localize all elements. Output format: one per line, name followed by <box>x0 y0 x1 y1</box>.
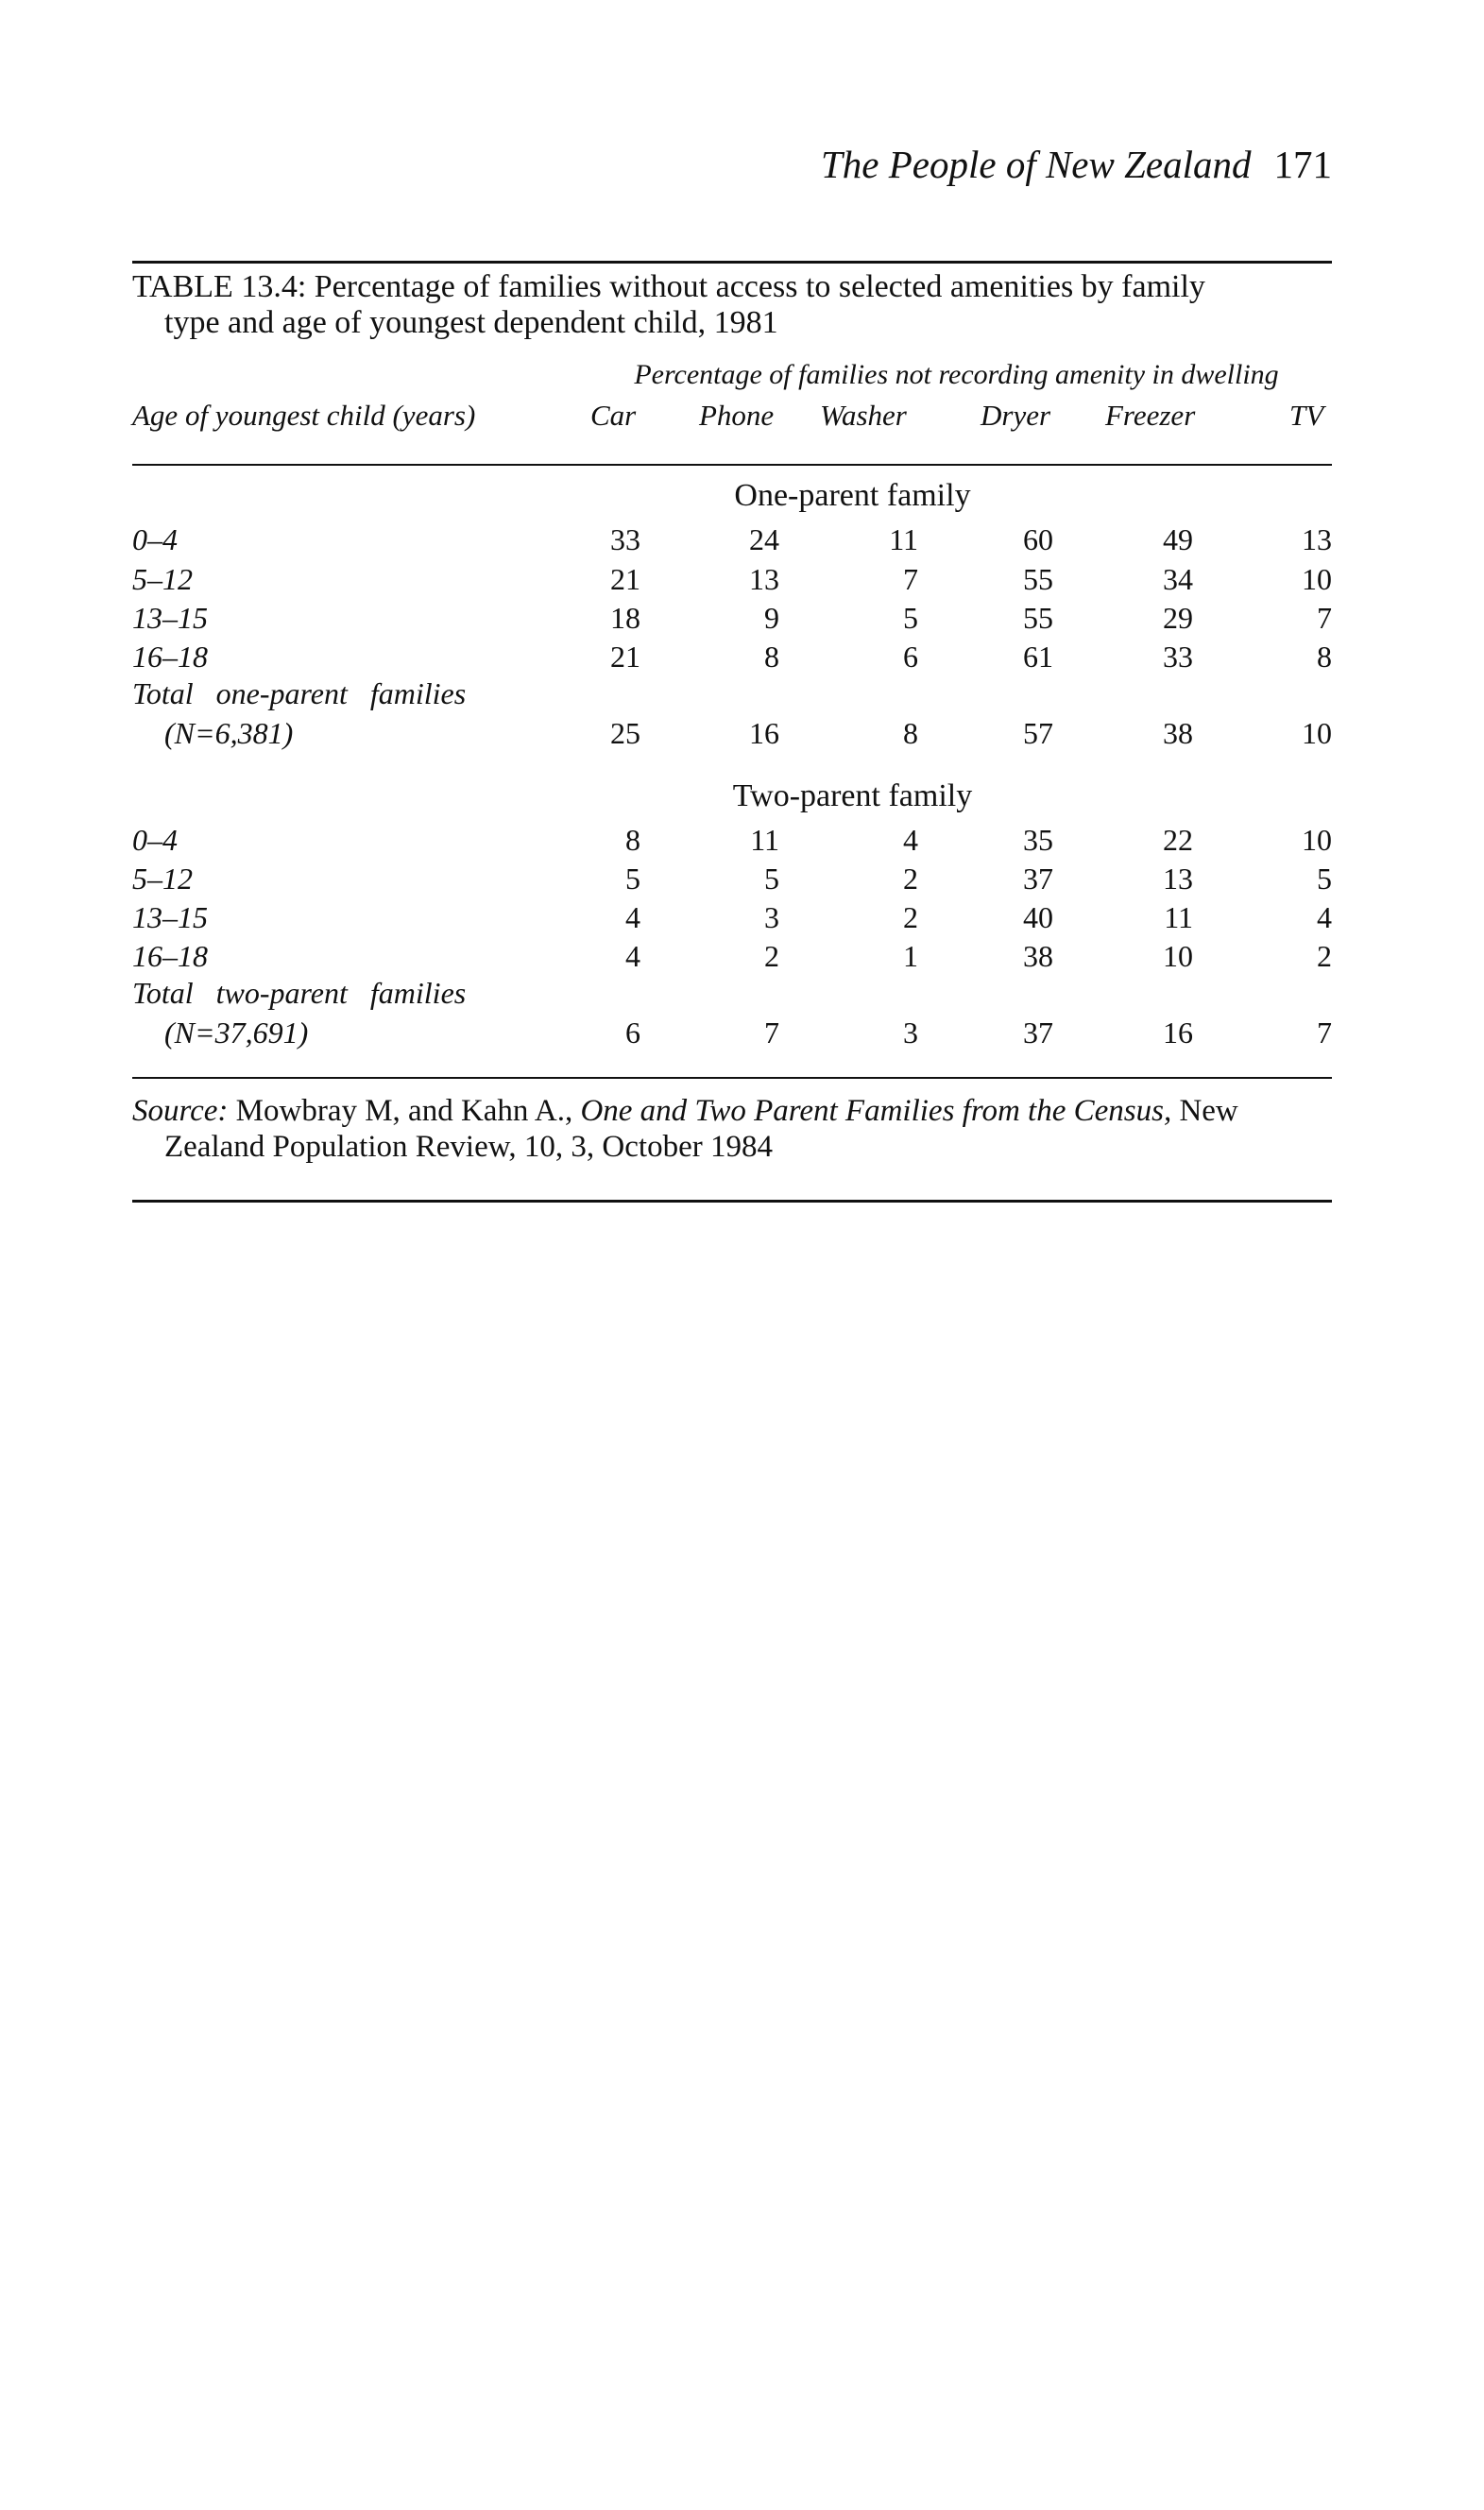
table-row <box>132 862 1332 899</box>
cell-phone: 2 <box>764 939 779 973</box>
source-note <box>132 1093 1332 1165</box>
table-row <box>132 522 1332 560</box>
footer-rule <box>132 1077 1332 1079</box>
cell-dryer: 60 <box>1023 522 1053 556</box>
cell-freezer: 34 <box>1163 562 1193 596</box>
cell-washer: 8 <box>903 716 918 750</box>
total-label-two-parent: Total two-parent families <box>132 976 467 1010</box>
row-label: 0–4 <box>132 823 178 857</box>
cell-car: 18 <box>610 601 640 635</box>
cell-tv: 8 <box>1317 640 1332 674</box>
cell-phone: 24 <box>749 522 779 556</box>
cell-tv: 7 <box>1317 1016 1332 1050</box>
cell-washer: 4 <box>903 823 918 857</box>
col-header-washer: Washer <box>820 399 907 432</box>
header-rule <box>132 464 1332 466</box>
total-label-one-parent: Total one-parent families <box>132 676 467 710</box>
cell-freezer: 11 <box>1164 900 1193 934</box>
row-label: 0–4 <box>132 522 178 556</box>
cell-car: 5 <box>625 862 640 896</box>
table-caption <box>132 269 1332 341</box>
cell-freezer: 13 <box>1163 862 1193 896</box>
cell-dryer: 40 <box>1023 900 1053 934</box>
cell-phone: 3 <box>764 900 779 934</box>
table-row <box>132 601 1332 639</box>
cell-car: 21 <box>610 562 640 596</box>
cell-car: 21 <box>610 640 640 674</box>
row-label: 5–12 <box>132 562 193 596</box>
cell-washer: 5 <box>903 601 918 635</box>
cell-dryer: 55 <box>1023 562 1053 596</box>
row-label: 5–12 <box>132 862 193 896</box>
cell-freezer: 16 <box>1163 1016 1193 1050</box>
col-header-dryer: Dryer <box>981 399 1051 432</box>
cell-freezer: 10 <box>1163 939 1193 973</box>
col-header-freezer: Freezer <box>1105 399 1196 432</box>
cell-car: 6 <box>625 1016 640 1050</box>
table-row <box>132 939 1332 977</box>
cell-washer: 3 <box>903 1016 918 1050</box>
cell-car: 33 <box>610 522 640 556</box>
cell-dryer: 61 <box>1023 640 1053 674</box>
cell-freezer: 38 <box>1163 716 1193 750</box>
source-line-2: Zealand Population Review, 10, 3, October 1984 <box>164 1130 773 1164</box>
cell-dryer: 55 <box>1023 601 1053 635</box>
cell-dryer: 37 <box>1023 862 1053 896</box>
cell-tv: 10 <box>1302 823 1332 857</box>
bottom-rule <box>132 1200 1332 1203</box>
table-row-total <box>132 716 1332 754</box>
section-title-two-parent: Two-parent family <box>732 778 973 813</box>
cell-dryer: 57 <box>1023 716 1053 750</box>
caption-line-2: type and age of youngest dependent child, 1981 <box>164 305 778 340</box>
cell-car: 4 <box>625 939 640 973</box>
cell-washer: 2 <box>903 862 918 896</box>
source-authors: Mowbray M, and Kahn A., <box>235 1094 573 1128</box>
cell-washer: 2 <box>903 900 918 934</box>
cell-tv: 5 <box>1317 862 1332 896</box>
cell-freezer: 49 <box>1163 522 1193 556</box>
cell-phone: 16 <box>749 716 779 750</box>
cell-car: 8 <box>625 823 640 857</box>
cell-phone: 11 <box>750 823 779 857</box>
cell-washer: 1 <box>903 939 918 973</box>
cell-washer: 11 <box>889 522 918 556</box>
source-line1-end: New <box>1179 1094 1238 1128</box>
col-header-car: Car <box>590 399 637 432</box>
row-label: 13–15 <box>132 601 208 635</box>
cell-tv: 2 <box>1317 939 1332 973</box>
table-row <box>132 640 1332 677</box>
cell-dryer: 38 <box>1023 939 1053 973</box>
table-row-total <box>132 1016 1332 1053</box>
row-header: Age of youngest child (years) <box>132 399 476 432</box>
cell-car: 4 <box>625 900 640 934</box>
table-row <box>132 562 1332 600</box>
cell-freezer: 29 <box>1163 601 1193 635</box>
cell-dryer: 35 <box>1023 823 1053 857</box>
page-number: 171 <box>1273 143 1332 186</box>
cell-washer: 7 <box>903 562 918 596</box>
cell-phone: 7 <box>764 1016 779 1050</box>
cell-phone: 8 <box>764 640 779 674</box>
table-row <box>132 823 1332 861</box>
cell-tv: 10 <box>1302 562 1332 596</box>
top-rule <box>132 261 1332 264</box>
cell-tv: 13 <box>1302 522 1332 556</box>
cell-phone: 5 <box>764 862 779 896</box>
total-n: (N=37,691) <box>164 1016 309 1050</box>
cell-phone: 13 <box>749 562 779 596</box>
section-title-one-parent: One-parent family <box>734 478 971 513</box>
running-head <box>821 142 1332 187</box>
row-label: 16–18 <box>132 939 208 973</box>
caption-line-1: TABLE 13.4: Percentage of families without access to selected amenities by family <box>132 269 1205 304</box>
cell-phone: 9 <box>764 601 779 635</box>
row-label: 13–15 <box>132 900 208 934</box>
cell-tv: 10 <box>1302 716 1332 750</box>
col-header-tv: TV <box>1289 399 1324 432</box>
cell-tv: 7 <box>1317 601 1332 635</box>
cell-car: 25 <box>610 716 640 750</box>
cell-dryer: 37 <box>1023 1016 1053 1050</box>
col-header-phone: Phone <box>699 399 775 432</box>
cell-freezer: 33 <box>1163 640 1193 674</box>
column-group-header: Percentage of families not recording amenity in dwelling <box>634 359 1279 390</box>
total-n: (N=6,381) <box>164 716 294 750</box>
source-label: Source: <box>132 1094 229 1128</box>
cell-freezer: 22 <box>1163 823 1193 857</box>
cell-tv: 4 <box>1317 900 1332 934</box>
table-row <box>132 900 1332 938</box>
source-work: One and Two Parent Families from the Census, <box>580 1094 1172 1128</box>
running-head-title: The People of New Zealand <box>820 143 1252 186</box>
cell-washer: 6 <box>903 640 918 674</box>
row-label: 16–18 <box>132 640 208 674</box>
